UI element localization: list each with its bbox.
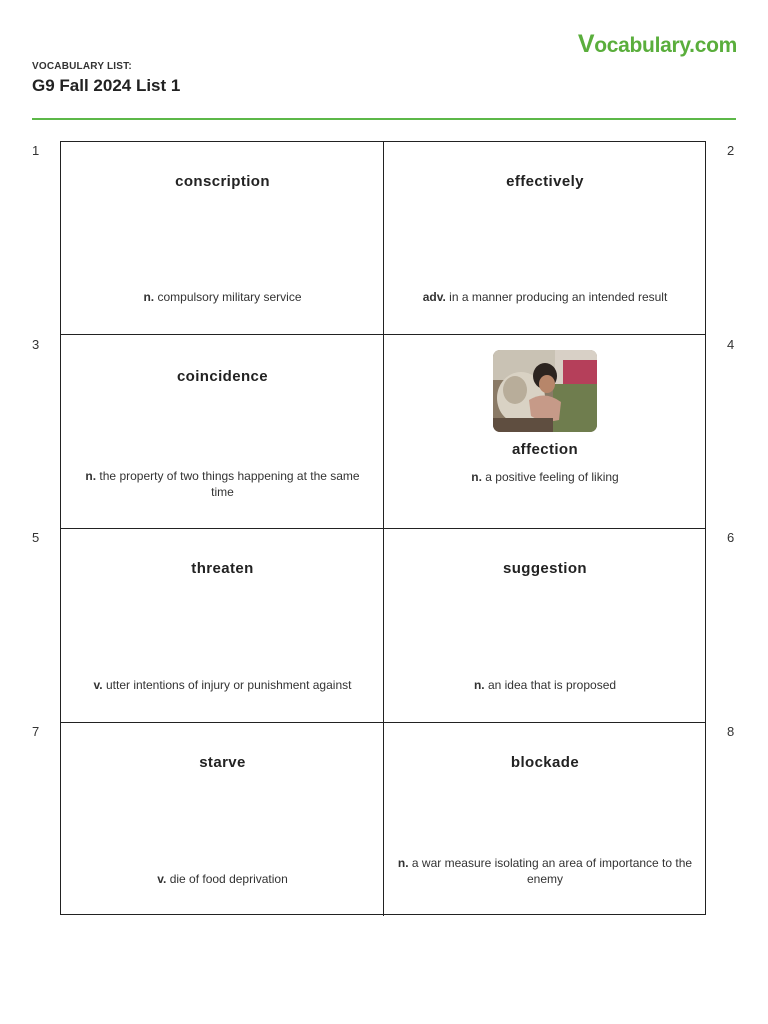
vocabulary-grid — [60, 141, 706, 915]
word-term[interactable]: blockade — [510, 754, 580, 771]
word-card — [61, 142, 384, 336]
word-term[interactable]: starve — [199, 754, 246, 771]
word-card — [383, 334, 706, 528]
word-card — [383, 142, 706, 336]
card-number: 5 — [32, 530, 40, 545]
definition-text: die of food deprivation — [169, 872, 288, 886]
word-card — [383, 722, 706, 916]
word-definition — [73, 871, 372, 887]
header-divider — [32, 118, 736, 120]
word-definition — [73, 468, 372, 500]
list-type-label: VOCABULARY LIST: — [32, 61, 132, 72]
definition-text: an idea that is proposed — [487, 678, 617, 692]
definition-text: the property of two things happening at the same time — [99, 469, 360, 499]
word-definition — [73, 289, 372, 305]
photo-image — [493, 350, 597, 432]
definition-text: a positive feeling of liking — [485, 470, 619, 484]
word-term[interactable]: suggestion — [502, 560, 587, 577]
card-number: 6 — [727, 530, 735, 545]
word-card — [61, 334, 384, 528]
word-card — [61, 528, 384, 722]
definition-text: utter intentions of injury or punishment against — [105, 678, 352, 692]
word-definition — [396, 677, 694, 693]
part-of-speech: n. — [473, 678, 485, 692]
card-number: 7 — [32, 724, 40, 739]
word-definition — [396, 289, 694, 305]
card-number: 4 — [727, 337, 735, 352]
list-title: G9 Fall 2024 List 1 — [32, 76, 181, 95]
part-of-speech: adv. — [422, 290, 446, 304]
affection-photo — [493, 350, 597, 432]
card-number: 8 — [727, 724, 735, 739]
word-definition — [396, 855, 694, 887]
card-number: 2 — [727, 143, 735, 158]
part-of-speech: n. — [397, 856, 409, 870]
card-number: 1 — [32, 143, 40, 158]
word-term[interactable]: coincidence — [176, 368, 269, 385]
card-number: 3 — [32, 337, 40, 352]
word-definition — [396, 469, 694, 485]
part-of-speech: v. — [157, 872, 167, 886]
word-term[interactable]: effectively — [506, 173, 584, 190]
part-of-speech: n. — [471, 470, 482, 484]
definition-text: a war measure isolating an area of importance to the enemy — [411, 856, 693, 886]
word-card — [383, 528, 706, 722]
logo-initial: V — [577, 30, 595, 58]
definition-text: compulsory military service — [157, 290, 302, 304]
word-card — [61, 722, 384, 916]
word-definition — [73, 677, 372, 693]
logo-text: ocabulary.com — [594, 34, 737, 57]
vocabulary-logo[interactable] — [578, 30, 737, 59]
word-term[interactable]: conscription — [175, 173, 270, 190]
part-of-speech: n. — [85, 469, 97, 483]
part-of-speech: v. — [93, 678, 103, 692]
word-term[interactable]: threaten — [191, 560, 254, 577]
word-term[interactable]: affection — [511, 441, 579, 458]
definition-text: in a manner producing an intended result — [449, 290, 668, 304]
part-of-speech: n. — [143, 290, 155, 304]
